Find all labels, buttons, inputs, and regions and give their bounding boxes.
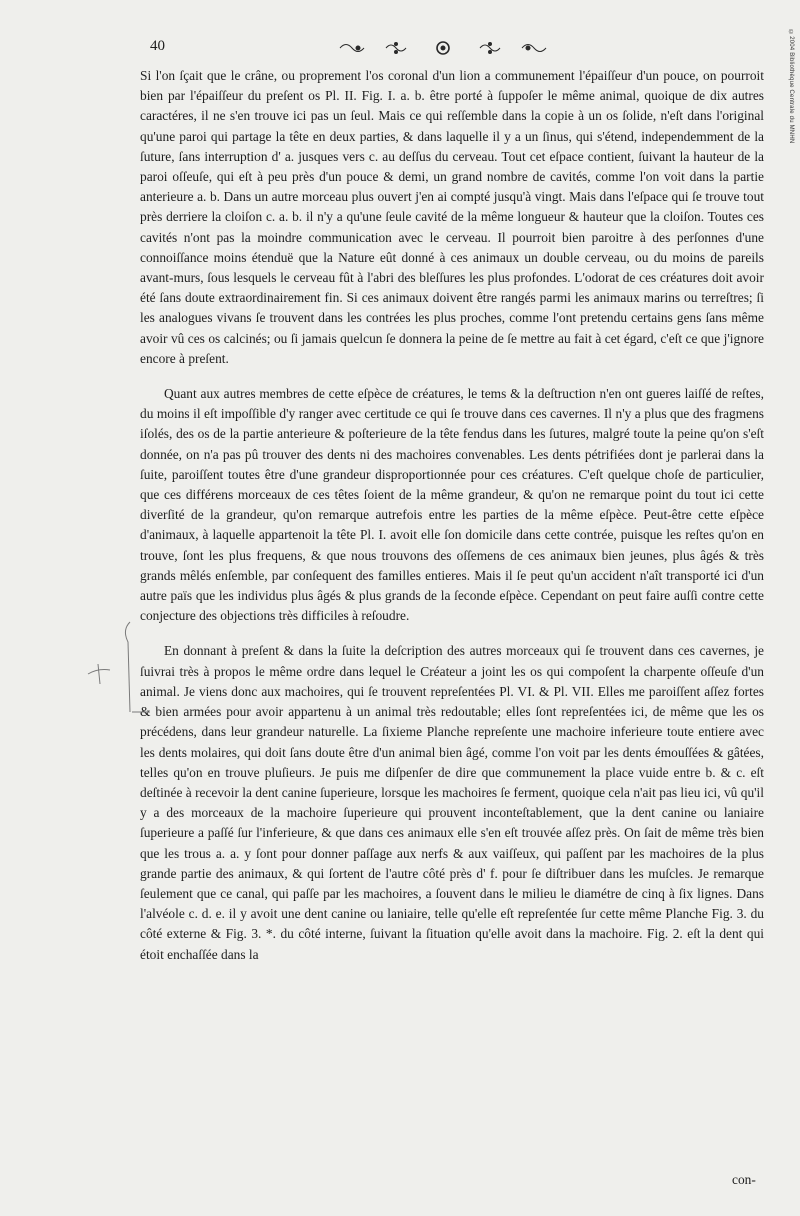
page-header: [150, 38, 630, 62]
page-number: 40: [150, 38, 165, 54]
paragraph: En donnant à preſent & dans la ſuite la deſcription des autres morceaux qui ſe trouvent dans ces cavernes, je ſuivrai très à propos le même ordre dans lequel le Créateur a joint les os qui compoſent la charpente oſſeuſe d'un animal. Je viens donc aux machoires, qui ſe trouvent repreſentées Pl. VI. & Pl. VII. Elles me paroiſſent aſſez fortes & bien armées pour avoir appartenu à un animal très redoutable; elles ſont repreſentées ici, de même que les os précédens, dans leur grandeur naturelle. La ſixieme Planche repreſente une machoire inferieure toute entiere avec les dents molaires, qui doit ſans doute être d'un animal bien âgé, comme l'on voit par les dents émouſſées & gâtées, telles qu'on en trouve pluſieurs. Je puis me diſpenſer de dire que communement la place vuide entre b. & c. eſt deſtinée à recevoir la dent canine ſuperieure, lorsque les machoires ſe ferment, quoique cela n'ait pas lieu ici, vû qu'il y a des morceaux de la machoire ſuperieure qui prouvent inconteſtablement, que la dent canine ou laniaire ſuperieure a paſſé ſur l'inferieure, & que dans ces animaux elle s'en eſt trouvée aſſez près. On ſait de même très bien que les trous a. a. y ſont pour donner paſſage aux nerfs & aux vaiſſeux, qui paſſent par les machoires de la plus grande partie des animaux, & qui ſortent de l'autre côté près d' f. pour ſe diſtribuer dans les muſcles. Je remarque ſeulement que ce canal, qui paſſe par les machoires, a ſouvent dans le milieu le diamétre de cinq à ſix lignes. Dans l'alvéole c. d. e. il y avoit une dent canine ou laniaire, telle qu'elle eſt repreſentée ſur cette même Planche Fig. 3. du côté externe & Fig. 3. *. du côté interne, ſuivant la ſituation qu'elle avoit dans la machoire. Fig. 2. eſt la dent qui étoit enchaſſée dans la: [140, 643, 764, 962]
paragraph: Quant aux autres membres de cette eſpèce de créatures, le tems & la deſtruction n'en ont gueres laiſſé de reſtes, du moins il eſt impoſſible d'y ranger avec certitude ce qui ſe trouve dans ces cavernes. Il n'y a plus que des fragmens iſolés, des os de la partie anterieure & poſterieure de la tête fendus dans les ſutures, malgré toute la peine qu'on s'eſt donnée, on n'a pas pû trouver des dents ni des machoires convenables. Les dents pétrifiées dont je parlerai dans la ſuite, paroiſſent toutes être d'une grandeur disproportionnée pour ces créatures. C'eſt quelque choſe de particulier, que ces différens morceaux de ces têtes ſoient de la même grandeur, & qu'on ne remarque point du tout ici cette diverſité de la grandeur, qu'on remarque autrefois entre les parties de la même eſpèce. Peut-être cette eſpèce d'animaux, à laquelle appartenoit la tête Pl. I. avoit elle ſon domicile dans cette contrée, puisque les reſtes qu'on en trouve, ſont les plus frequens, & que nous trouvons des oſſemens de ces animaux bien jeunes, plus âgés & très grands mêlés enſemble, par conſequent des familles entieres. Mais il ſe peut qu'un accident n'aît transporté ici d'un autre païs que les individus plus âgés & plus grands de la ſeconde eſpèce. Cependant on peut faire auſſi contre cette conjecture des objections très difficiles à reſoudre.: [140, 386, 764, 624]
handwritten-margin-mark-icon: [84, 618, 154, 718]
library-stamp: ©2004 Bibliothèque Centrale du MNHN: [788, 30, 794, 144]
decorative-ornament-icon: [338, 40, 548, 56]
body-text: [140, 66, 764, 965]
paragraph: Si l'on ſçait que le crâne, ou proprement l'os coronal d'un lion a communement l'épaiſſeur d'un pouce, on pourroit bien par l'épaiſſeur du preſent os Pl. II. Fig. I. a. b. être porté à ſuppoſer le même animal, quoique de dix autres caractéres, il ne s'en trouve ici pas un ſeul. Mais ce qui reſſemble dans la copie à un os ſolide, n'eſt dans l'original qu'une paroi qui partage la tête en deux parties, & dans laquelle il y a un ſinus, qui s'étend, independemment de la ſuture, ſans interruption d' a. jusques vers c. au deſſus du cerveau. Tout cet eſpace contient, ſuivant la hauteur de la paroi oſſeuſe, qui eſt à peu près d'un pouce & demi, un grand nombre de cavités, comme l'on voit dans la partie anterieure a. b. Dans un autre morceau plus ouvert j'en ai compté jusqu'à vingt. Mais dans l'eſpace qui ſe trouve tout près derriere la cloiſon c. a. b. il n'y a qu'une ſeule cavité de la même longueur & hauteur que la cloiſon. Toutes ces cavités n'ont pas la moindre communication avec le cerveau. Il pourroit bien paroitre à des perſonnes d'une connoiſſance moins étenduë que la Nature eût donné à ces animaux un double cerveau, ou du moins de pareils avant-murs, ſous lesquels le cerveau fût à l'abri des bleſſures les plus profondes. L'odorat de ces créatures doit avoir été ſans doute extraordinairement fin. Si ces animaux doivent être rangés parmi les animaux marins ou terreſtres; ſi les analogues vivans ſe trouvent dans les contrées les plus proches, comme l'ont pretendu certains gens ſans même avoir vû ces os calcinés; ou ſi jamais quelcun ſe donnera la peine de ſe mettre au fait à cet égard, c'eſt ce que j'ignore encore à preſent.: [140, 68, 764, 366]
catchword: con-: [732, 1172, 756, 1187]
